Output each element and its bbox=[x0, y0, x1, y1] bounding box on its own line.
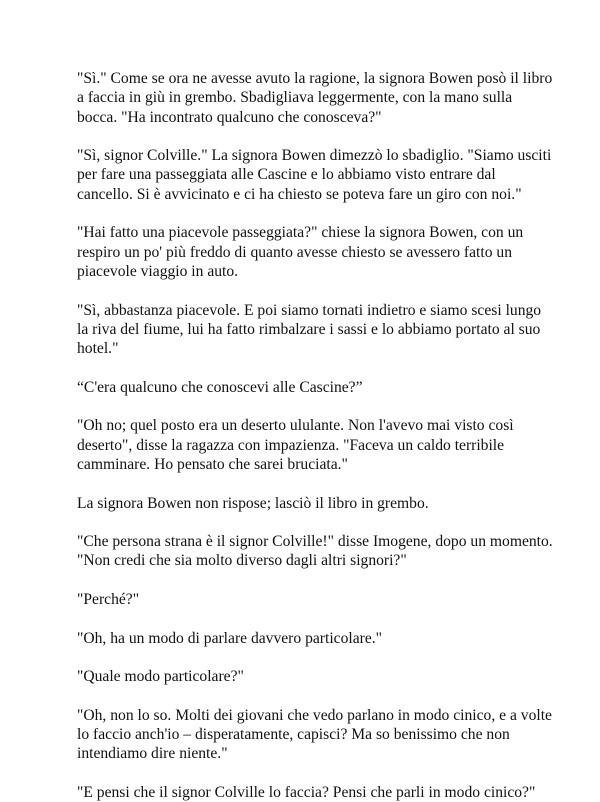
text-line: hotel." bbox=[77, 340, 119, 358]
text-line: "Non credi che sia molto diverso dagli altri signori?" bbox=[77, 552, 407, 570]
text-line: "Che persona strana è il signor Colville!" disse Imogene, dopo un momento. bbox=[77, 533, 553, 551]
text-line: piacevole viaggio in auto. bbox=[77, 262, 239, 280]
paragraph bbox=[77, 223, 547, 281]
text-line: per fare una passeggiata alle Cascine e lo abbiamo visto entrare dal bbox=[77, 166, 496, 184]
paragraph bbox=[77, 494, 547, 513]
text-line: "Sì, signor Colville." La signora Bowen dimezzò lo sbadiglio. "Siamo usciti bbox=[77, 147, 552, 165]
text-line: a faccia in giù in grembo. Sbadigliava leggermente, con la mano sulla bbox=[77, 89, 513, 107]
text-line: "Oh, non lo so. Molti dei giovani che vedo parlano in modo cinico, e a volte bbox=[77, 706, 552, 724]
text-line: “C'era qualcuno che conoscevi alle Cascine?” bbox=[77, 378, 363, 396]
text-line: deserto", disse la ragazza con impazienza. "Faceva un caldo terribile bbox=[77, 436, 505, 454]
paragraph bbox=[77, 69, 553, 127]
paragraph bbox=[77, 301, 547, 359]
paragraph bbox=[77, 667, 547, 686]
text-line: lo faccio anch'io – disperatamente, capisci? Ma so benissimo che non bbox=[77, 726, 510, 744]
text-line: "Perché?" bbox=[77, 591, 140, 609]
paragraph bbox=[77, 590, 547, 609]
text-line: "Oh no; quel posto era un deserto ululante. Non l'avevo mai visto così bbox=[77, 417, 514, 435]
paragraph bbox=[77, 146, 552, 204]
text-line: "Hai fatto una piacevole passeggiata?" chiese la signora Bowen, con un bbox=[77, 224, 524, 242]
paragraph bbox=[77, 783, 547, 802]
paragraph bbox=[77, 706, 552, 764]
text-line: "Oh, ha un modo di parlare davvero particolare." bbox=[77, 629, 382, 647]
text-line: respiro un po' più freddo di quanto avesse chiesto se avessero fatto un bbox=[77, 243, 512, 261]
body-text bbox=[77, 69, 553, 802]
text-line: intendiamo dire niente." bbox=[77, 745, 228, 763]
paragraph bbox=[77, 629, 547, 648]
text-line: "Sì, abbastanza piacevole. E poi siamo tornati indietro e siamo scesi lungo bbox=[77, 301, 542, 319]
paragraph bbox=[77, 378, 547, 397]
paragraph bbox=[77, 532, 553, 571]
text-line: "Quale modo particolare?" bbox=[77, 668, 244, 686]
text-line: cancello. Si è avvicinato e ci ha chiesto se poteva fare un giro con noi." bbox=[77, 185, 522, 203]
text-line: La signora Bowen non rispose; lasciò il libro in grembo. bbox=[77, 494, 429, 512]
text-line: la riva del fiume, lui ha fatto rimbalzare i sassi e lo abbiamo portato al suo bbox=[77, 320, 541, 338]
paragraph bbox=[77, 416, 547, 474]
text-line: bocca. "Ha incontrato qualcuno che conosceva?" bbox=[77, 108, 382, 126]
text-line: camminare. Ho pensato che sarei bruciata." bbox=[77, 455, 348, 473]
text-line: "Sì." Come se ora ne avesse avuto la ragione, la signora Bowen posò il libro bbox=[77, 70, 553, 87]
text-line: "E pensi che il signor Colville lo faccia? Pensi che parli in modo cinico?" bbox=[77, 783, 536, 801]
